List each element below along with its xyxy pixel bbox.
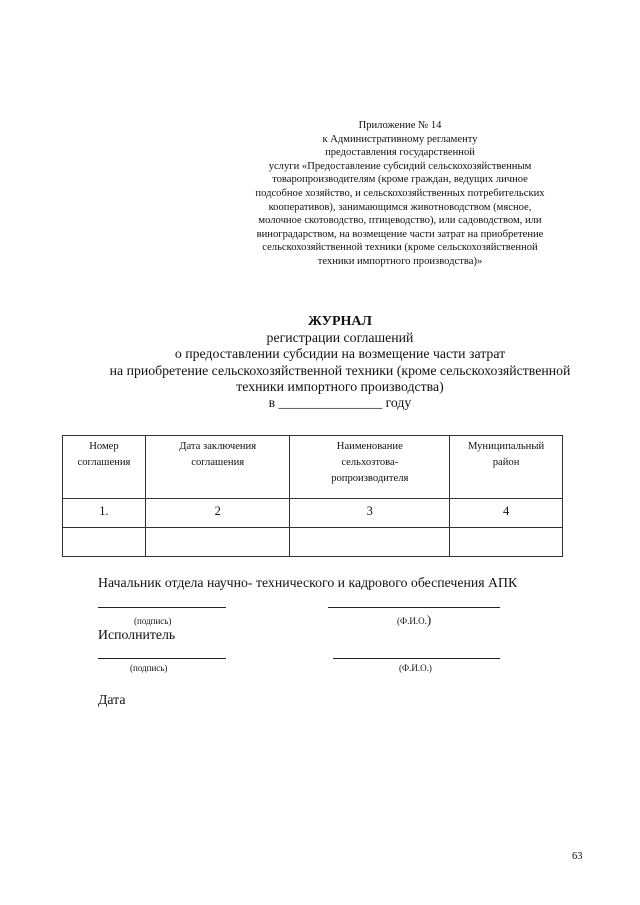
- appendix-line: сельскохозяйственной техники (кроме сельскохозяйственной: [262, 242, 538, 254]
- journal-subtitle-2: о предоставлении субсидии на возмещение части затрат: [174, 346, 506, 362]
- table-header-row: [63, 436, 563, 499]
- header-agreement-number: Номер соглашения: [63, 436, 146, 499]
- table-cell: 1.: [63, 499, 146, 528]
- table-row: [63, 499, 563, 528]
- year-blank: _______________: [278, 395, 383, 411]
- executor-fio-line: [333, 658, 500, 659]
- chief-signature-line: [98, 607, 226, 608]
- table-cell: [450, 528, 563, 557]
- journal-subtitle-4: техники импортного производства): [236, 378, 444, 394]
- chief-signature-caption: (подпись): [134, 616, 172, 626]
- executor-signature-caption: (подпись): [130, 663, 168, 673]
- journal-subtitle-3: на приобретение сельскохозяйственной техники (кроме сельскохозяйственной: [109, 362, 571, 378]
- executor-signature-line: [98, 658, 226, 659]
- table-cell: 2: [145, 499, 290, 528]
- journal-subtitle-1: регистрации соглашений: [266, 330, 414, 346]
- table-cell: 3: [290, 499, 450, 528]
- journal-title: ЖУРНАЛ: [308, 314, 372, 329]
- appendix-block: [200, 119, 600, 269]
- appendix-line: к Административному регламенту: [322, 133, 478, 145]
- appendix-line: предоставления государственной: [325, 147, 475, 159]
- date-label: Дата: [98, 692, 126, 707]
- header-producer-name: Наименование сельхозтова- ропроизводителя: [290, 436, 450, 499]
- journal-table: [62, 435, 563, 557]
- table-row: [63, 528, 563, 557]
- appendix-line: техники импортного производства)»: [317, 255, 483, 267]
- executor-label: Исполнитель: [98, 627, 176, 642]
- appendix-line: подсобное хозяйство, и сельскохозяйственных потребительских: [255, 187, 545, 199]
- journal-year-line: [40, 395, 640, 411]
- appendix-line: кооперативов), занимающимся животноводством (мясное,: [268, 201, 532, 213]
- appendix-line: услуги «Предоставление субсидий сельскохозяйственным: [268, 160, 532, 172]
- page-number: 63: [572, 851, 583, 862]
- table-cell: [63, 528, 146, 557]
- chief-title: Начальник отдела научно- технического и кадрового обеспечения АПК: [98, 575, 518, 590]
- appendix-line: Приложение № 14: [358, 120, 442, 131]
- year-prefix: в: [268, 395, 276, 411]
- appendix-line: молочное скотоводство, птицеводство), или садоводством, или: [258, 215, 542, 227]
- year-suffix: году: [385, 395, 412, 411]
- table-cell: [290, 528, 450, 557]
- chief-fio-line: [328, 607, 500, 608]
- header-agreement-date: Дата заключения соглашения: [145, 436, 290, 499]
- appendix-line: товаропроизводителям (кроме граждан, ведущих личное: [272, 174, 528, 186]
- journal-heading: [40, 314, 640, 411]
- table-cell: 4: [450, 499, 563, 528]
- executor-fio-caption: (Ф.И.О.): [399, 663, 432, 673]
- table-cell: [145, 528, 290, 557]
- chief-fio-caption: (Ф.И.О.): [397, 612, 432, 627]
- header-municipal-district: Муниципальный район: [450, 436, 563, 499]
- appendix-line: виноградарством, на возмещение части затрат на приобретение: [256, 228, 544, 240]
